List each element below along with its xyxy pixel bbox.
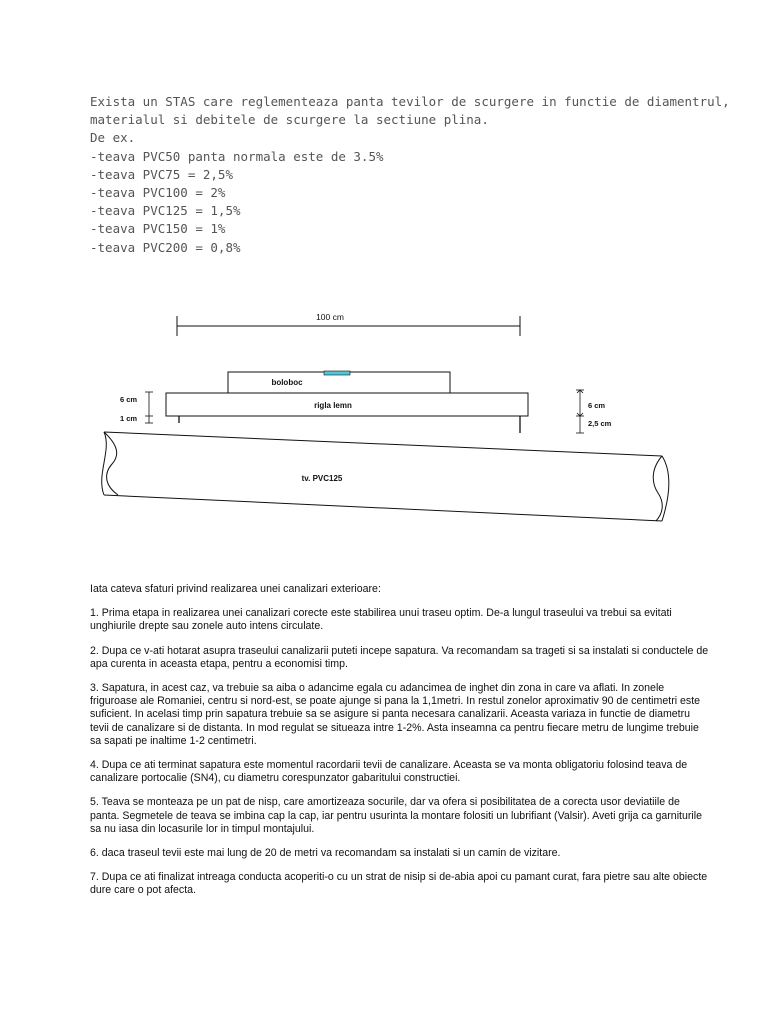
tip-item: 5. Teava se monteaza pe un pat de nisp, care amortizeaza socurile, dar va ofera si posibilitatea de a corecta usor deviatiile de panta. Segmetele de teava se imbina cap la cap, iar pentru usurinta la montare folositi un lubrifiant (Valsir). Aveti grija ca garniturile sa nu iasa din locasurile lor in timpul montajului. xyxy=(90,796,703,835)
right-top-label: 6 cm xyxy=(588,401,606,410)
left-top-label: 6 cm xyxy=(120,395,138,404)
intro-line: Exista un STAS care reglementeaza panta tevilor de scurgere in functie de diamentrul, xyxy=(90,94,730,109)
level-bubble xyxy=(324,371,350,375)
span-label: 100 cm xyxy=(316,312,344,322)
tips-heading: Iata cateva sfaturi privind realizarea unei canalizari exterioare: xyxy=(90,583,381,595)
level-label: boloboc xyxy=(271,378,303,387)
tip-item: 3. Sapatura, in acest caz, va trebuie sa aiba o adancime egala cu adancimea de inghet din zona in care va aflati. In zonele friguroase ale Romaniei, centru si nord-est, se poate ajunge si pana la 1,1metri. In restul zonelor aproximativ 90 de centimetri este suficient. In acelasi timp prin sapatura trebuie sa se asigure si panta necesara canalizarii. Aceasta variaza in functie de diametru tevii de canalizare si de distanta. In mod regulat se situeaza intre 1-2%. Asta inseamna ca pentru fiecare metru de lungime trebuie sa sapati pe inaltime 1-2 centimetri. xyxy=(90,682,701,747)
intro-line: -teava PVC150 = 1% xyxy=(90,221,226,237)
right-dimension xyxy=(576,390,584,433)
intro-line: -teava PVC50 panta normala este de 3.5% xyxy=(90,148,384,164)
intro-line: materialul si debitele de scurgere la sectiune plina. xyxy=(90,112,489,128)
tip-item: 2. Dupa ce v-ati hotarat asupra traseului canalizarii puteti incepe sapatura. Va recomandam sa trageti si sa instalati si conductele de apa curenta in aceasta etapa, pentru a economisi timp. xyxy=(90,644,709,670)
tip-item: 4. Dupa ce ati terminat sapatura este momentul racordarii tevii de canalizare. Aceasta se va monta obligatoriu folosind teava de canalizare portocalie (SN4), cu diametru corespunzator gabaritului constructiei. xyxy=(90,759,688,785)
intro-line: -teava PVC200 = 0,8% xyxy=(90,239,241,255)
left-dimension xyxy=(145,392,153,423)
tip-item: 7. Dupa ce ati finalizat intreaga conducta acoperiti-o cu un strat de nisip si de-abia apoi cu pamant curat, fara pietre sau alte obiecte dure care o pot afecta. xyxy=(90,871,708,897)
tip-item: 1. Prima etapa in realizarea unei canalizari corecte este stabilirea unui traseu optim. De-a lungul traseului va trebui sa evitati unghiurile drepte sau zonele auto intens circulate. xyxy=(90,607,672,633)
tip-item: 6. daca traseul tevii este mai lung de 20 de metri va recomandam sa instalati si un camin de vizitare. xyxy=(90,847,561,860)
span-dimension xyxy=(177,316,520,336)
intro-line: -teava PVC100 = 2% xyxy=(90,185,226,201)
ruler-label: rigla lemn xyxy=(314,401,352,410)
intro-line: -teava PVC75 = 2,5% xyxy=(90,166,233,182)
intro-line: De ex. xyxy=(90,130,136,146)
ruler-supports xyxy=(179,416,520,433)
pvc-pipe xyxy=(102,432,669,521)
pipe-slope-diagram xyxy=(0,290,768,530)
intro-text-block xyxy=(90,93,730,257)
right-bottom-label: 2,5 cm xyxy=(588,419,612,428)
left-bottom-label: 1 cm xyxy=(120,414,138,423)
intro-line: -teava PVC125 = 1,5% xyxy=(90,203,241,219)
tips-section xyxy=(90,583,710,909)
pipe-label: tv. PVC125 xyxy=(301,474,343,483)
